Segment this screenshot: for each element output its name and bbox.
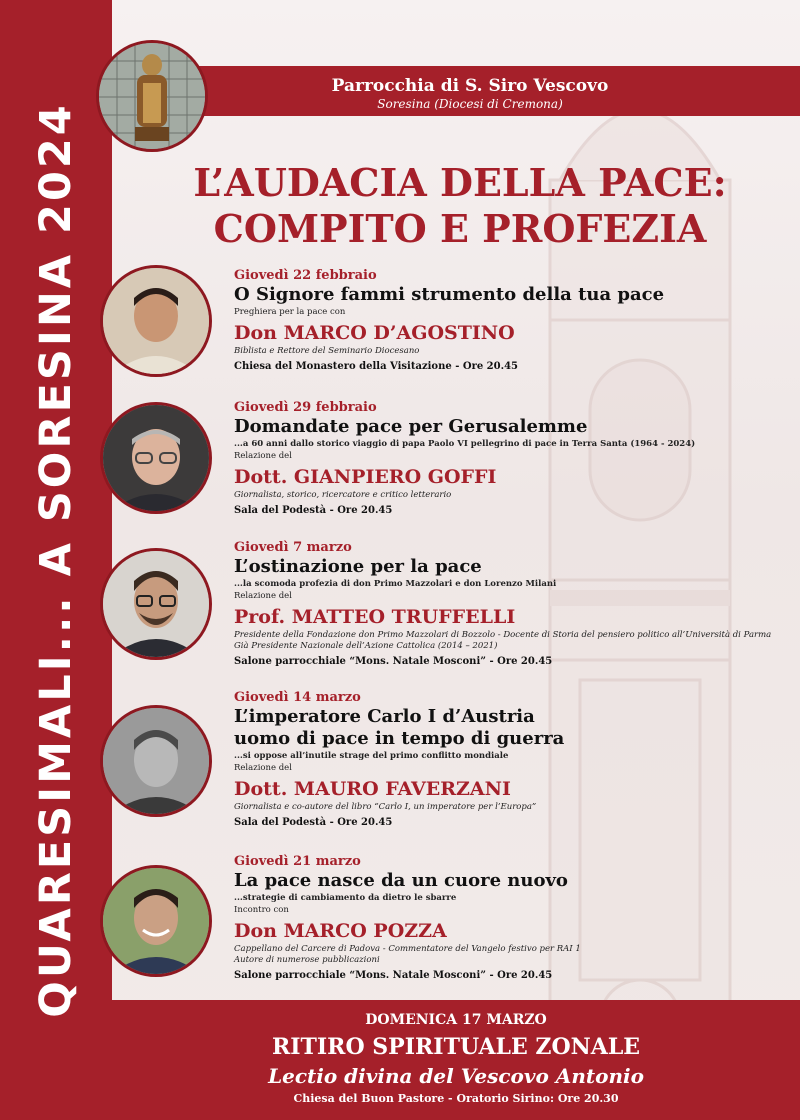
event-title: Domandate pace per Gerusalemme (234, 416, 588, 437)
speaker-avatar-faverzani (100, 705, 212, 817)
event-speaker-role: Biblista e Rettore del Seminario Diocesano (234, 346, 420, 356)
event-speaker-role: Cappellano del Carcere di Padova - Commentatore del Vangelo festivo per RAI 1 (234, 944, 581, 954)
event-speaker: Don MARCO D’AGOSTINO (234, 322, 515, 344)
event-date: Giovedì 21 marzo (234, 854, 361, 869)
event-subtitle: ...si oppose all’inutile strage del primo conflitto mondiale (234, 751, 509, 761)
parish-name: Parrocchia di S. Siro Vescovo (331, 76, 609, 96)
speaker-avatar-pozza (100, 865, 212, 977)
main-title-line1: L’AUDACIA DELLA PACE: (193, 160, 727, 205)
parish-location: Soresina (Diocesi di Cremona) (377, 97, 563, 111)
event-title: O Signore fammi strumento della tua pace (234, 284, 665, 305)
event-speaker: Don MARCO POZZA (234, 920, 447, 942)
event-5 (234, 854, 794, 984)
event-title: La pace nasce da un cuore nuovo (234, 870, 568, 891)
event-speaker: Prof. MATTEO TRUFFELLI (234, 606, 516, 628)
speaker-avatar-dagostino (100, 265, 212, 377)
footer-band (112, 1000, 800, 1120)
retreat-date: DOMENICA 17 MARZO (365, 1012, 547, 1028)
retreat-place: Chiesa del Buon Pastore - Oratorio Sirino: Ore 20.30 (293, 1092, 619, 1105)
event-speaker-role: Giornalista e co-autore del libro “Carlo I, un imperatore per l’Europa” (234, 802, 537, 812)
event-intro: Preghiera per la pace con (234, 307, 346, 317)
event-subtitle: ...la scomoda profezia di don Primo Mazzolari e don Lorenzo Milani (234, 579, 557, 589)
event-speaker: Dott. MAURO FAVERZANI (234, 778, 511, 800)
event-speaker-role: Presidente della Fondazione don Primo Mazzolari di Bozzolo - Docente di Storia del pensiero politico all’Università di Parma (234, 630, 772, 640)
event-speaker-role: Giornalista, storico, ricercatore e critico letterario (234, 490, 452, 500)
main-title-line2: COMPITO E PROFEZIA (213, 206, 707, 251)
event-venue: Salone parrocchiale “Mons. Natale Mosconi” - Ore 20.45 (234, 970, 553, 981)
event-speaker: Dott. GIANPIERO GOFFI (234, 466, 497, 488)
speaker-avatar-truffelli (100, 548, 212, 660)
event-title: L’imperatore Carlo I d’Austria (234, 706, 535, 727)
event-venue: Salone parrocchiale “Mons. Natale Mosconi” - Ore 20.45 (234, 656, 553, 667)
event-intro: Relazione del (234, 591, 292, 601)
event-date: Giovedì 7 marzo (234, 540, 352, 555)
event-venue: Sala del Podestà - Ore 20.45 (234, 817, 393, 828)
retreat-title: RITIRO SPIRITUALE ZONALE (271, 1034, 641, 1060)
event-venue: Chiesa del Monastero della Visitazione - Ore 20.45 (234, 361, 518, 372)
event-date: Giovedì 29 febbraio (234, 400, 377, 415)
event-3 (234, 540, 794, 670)
main-title (150, 160, 770, 252)
event-4 (234, 690, 794, 831)
event-speaker-role-2: Autore di numerose pubblicazioni (234, 955, 380, 965)
event-intro: Incontro con (234, 905, 289, 915)
event-title: L’ostinazione per la pace (234, 556, 482, 577)
event-intro: Relazione del (234, 763, 292, 773)
event-subtitle: ...a 60 anni dallo storico viaggio di papa Paolo VI pellegrino di pace in Terra Santa (1964 - 2024) (234, 439, 696, 449)
event-speaker-role-2: Già Presidente Nazionale dell’Azione Cattolica (2014 – 2021) (234, 641, 498, 651)
event-subtitle: ...strategie di cambiamento da dietro le sbarre (234, 893, 457, 903)
event-title-line2: uomo di pace in tempo di guerra (234, 728, 565, 749)
event-intro: Relazione del (234, 451, 292, 461)
event-date: Giovedì 22 febbraio (234, 268, 377, 283)
stained-glass-saint-image (96, 40, 208, 152)
speaker-avatar-goffi (100, 402, 212, 514)
retreat-lectio: Lectio divina del Vescovo Antonio (268, 1064, 644, 1088)
event-1 (234, 268, 794, 375)
event-2 (234, 400, 794, 519)
series-title-vertical: QUARESIMALI... A SORESINA 2024 (31, 102, 81, 1018)
event-venue: Sala del Podestà - Ore 20.45 (234, 505, 393, 516)
event-date: Giovedì 14 marzo (234, 690, 361, 705)
